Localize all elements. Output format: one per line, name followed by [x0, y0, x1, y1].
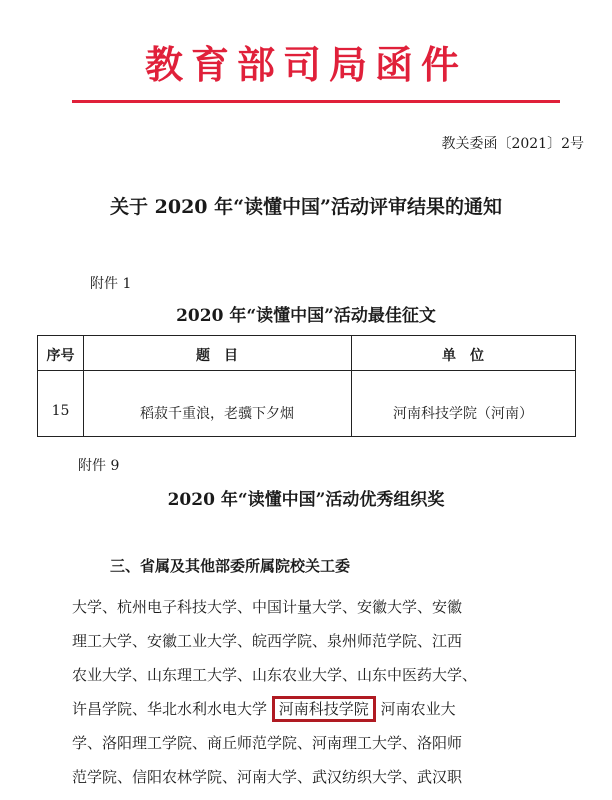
- paragraph-line-start: 许昌学院、华北水利水电大学: [72, 700, 268, 718]
- attachment-1-heading: 2020 年“读懂中国”活动最佳征文: [176, 306, 436, 326]
- attachment-9-label: 附件 9: [78, 458, 120, 474]
- table-header-divider: [38, 370, 575, 371]
- letterhead-title: 教育部司局函件: [144, 42, 467, 87]
- table-cell-index: 15: [51, 403, 70, 419]
- paragraph-line: [72, 692, 592, 726]
- paragraph-line: 农业大学、山东理工大学、山东农业大学、山东中医药大学、: [72, 666, 478, 684]
- institution-list: [72, 590, 592, 794]
- essay-table: [37, 335, 576, 437]
- paragraph-line-end: 河南农业大: [380, 700, 456, 718]
- table-header-index: 序号: [46, 348, 75, 364]
- attachment-1-label: 附件 1: [90, 276, 132, 292]
- table-header-title: 题 目: [196, 348, 238, 364]
- paragraph-line: 范学院、信阳农林学院、河南大学、武汉纺织大学、武汉职: [72, 768, 463, 786]
- table-cell-unit: 河南科技学院（河南）: [393, 406, 533, 422]
- highlighted-institution: 河南科技学院: [272, 696, 376, 722]
- section-heading: 三、省属及其他部委所属院校关工委: [110, 557, 351, 575]
- letterhead-divider: [72, 100, 560, 103]
- attachment-9-heading: 2020 年“读懂中国”活动优秀组织奖: [167, 490, 445, 510]
- table-header-unit: 单 位: [442, 348, 484, 364]
- notice-title: 关于 2020 年“读懂中国”活动评审结果的通知: [110, 196, 502, 218]
- table-cell-title: 稻菽千重浪，老骥下夕烟: [140, 406, 294, 422]
- paragraph-line: 学、洛阳理工学院、商丘师范学院、河南理工大学、洛阳师: [72, 734, 463, 752]
- document-number: 教关委函〔2021〕2号: [441, 136, 584, 152]
- paragraph-line: 大学、杭州电子科技大学、中国计量大学、安徽大学、安徽: [72, 598, 463, 616]
- paragraph-line: 理工大学、安徽工业大学、皖西学院、泉州师范学院、江西: [72, 632, 463, 650]
